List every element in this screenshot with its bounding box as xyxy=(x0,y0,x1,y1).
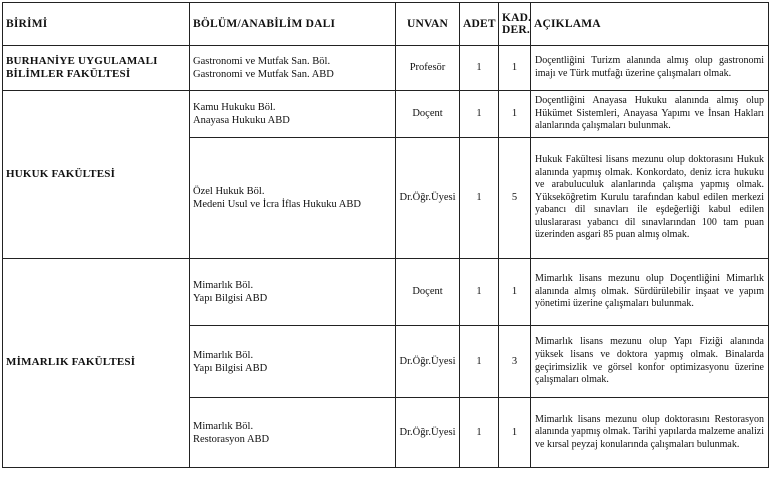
header-kad: KAD. xyxy=(502,12,532,24)
dept-cell xyxy=(190,91,396,138)
dept-cell xyxy=(190,326,396,398)
adet-cell: 1 xyxy=(460,138,499,259)
table-row xyxy=(3,46,769,91)
aciklama-cell: Mimarlık lisans mezunu olup Doçentliğini Mimarlık alanında almış olmak. Sürdürülebilir inşaat ve yapım yönetimi üzerine çalışmaları bulunmak. xyxy=(531,259,769,326)
unvan-cell: Doçent xyxy=(396,259,460,326)
dept-cell xyxy=(190,46,396,91)
abd-name: Anayasa Hukuku ABD xyxy=(193,115,290,126)
kad-der-cell: 5 xyxy=(499,138,531,259)
header-bolum: BÖLÜM/ANABİLİM DALI xyxy=(190,3,396,46)
unvan-cell: Profesör xyxy=(396,46,460,91)
kad-der-cell: 1 xyxy=(499,46,531,91)
kad-der-cell: 1 xyxy=(499,259,531,326)
adet-cell: 1 xyxy=(460,91,499,138)
bolum-name: Mimarlık Böl. xyxy=(193,420,254,432)
positions-table xyxy=(2,2,769,468)
bolum-name: Özel Hukuk Böl. xyxy=(193,186,265,197)
kad-der-cell: 1 xyxy=(499,91,531,138)
bolum-name: Mimarlık Böl. xyxy=(193,349,254,361)
unit-burhaniye: BURHANİYE UYGULAMALI BİLİMLER FAKÜLTESİ xyxy=(3,46,190,91)
bolum-name: Mimarlık Böl. xyxy=(193,280,254,291)
adet-cell: 1 xyxy=(460,398,499,468)
dept-cell xyxy=(190,138,396,259)
unvan-cell: Dr.Öğr.Üyesi xyxy=(396,398,460,468)
adet-cell: 1 xyxy=(460,326,499,398)
aciklama-cell: Doçentliğini Turizm alanında almış olup gastronomi imajı ve Türk mutfağı üzerine çalışmaları olmak. xyxy=(531,46,769,91)
aciklama-cell: Doçentliğini Anayasa Hukuku alanında almış olup Hükümet Sistemleri, Anayasa Yapımı ve İnsan Hakları alanlarında çalışmaları bulunmak. xyxy=(531,91,769,138)
unvan-cell: Doçent xyxy=(396,91,460,138)
table-row xyxy=(3,259,769,326)
unvan-cell: Dr.Öğr.Üyesi xyxy=(396,138,460,259)
adet-cell: 1 xyxy=(460,46,499,91)
header-row xyxy=(3,3,769,46)
aciklama-cell: Hukuk Fakültesi lisans mezunu olup doktorasını Hukuk alanında yapmış olmak. Konkordato, deniz icra hukuku ve arabuluculuk alanlarında çalışma yapmış olmak. Yükseköğretim Kurulu tarafından kabul edilen merkezi yabancı dil sınavları ile eşdeğerliği kabul edilen uluslararası yabancı dil sınavlarından 100 tam puan üzerinden asgari 85 puan almış olmak. xyxy=(531,138,769,259)
header-birimi: BİRİMİ xyxy=(3,3,190,46)
dept-cell xyxy=(190,398,396,468)
dept-cell xyxy=(190,259,396,326)
kad-der-cell: 3 xyxy=(499,326,531,398)
aciklama-cell: Mimarlık lisans mezunu olup Yapı Fiziği alanında yüksek lisans ve doktora yapmış olmak. Binalarda geçirimsizlik ve görsel konfor optimizasyonu üzerine çalışmaları olmak. xyxy=(531,326,769,398)
abd-name: Medeni Usul ve İcra İflas Hukuku ABD xyxy=(193,199,361,210)
abd-name: Yapı Bilgisi ABD xyxy=(193,293,268,304)
bolum-name: Kamu Hukuku Böl. xyxy=(193,102,276,113)
header-unvan: UNVAN xyxy=(396,3,460,46)
abd-name: Gastronomi ve Mutfak San. ABD xyxy=(193,69,334,80)
header-adet: ADET xyxy=(460,3,499,46)
header-der: DER. xyxy=(502,24,530,36)
unit-mimarlik: MİMARLIK FAKÜLTESİ xyxy=(3,259,190,468)
abd-name: Restorasyon ABD xyxy=(193,433,270,445)
unit-hukuk: HUKUK FAKÜLTESİ xyxy=(3,91,190,259)
abd-name: Yapı Bilgisi ABD xyxy=(193,362,268,374)
bolum-name: Gastronomi ve Mutfak San. Böl. xyxy=(193,56,331,67)
kad-der-cell: 1 xyxy=(499,398,531,468)
header-aciklama: AÇIKLAMA xyxy=(531,3,769,46)
adet-cell: 1 xyxy=(460,259,499,326)
aciklama-cell: Mimarlık lisans mezunu olup doktorasını Restorasyon alanında yapmış olmak. Tarihi yapılarda malzeme analizi ve kırsal peyzaj konularında çalışmaları bulunmak. xyxy=(531,398,769,468)
header-kad-der xyxy=(499,3,531,46)
table-row xyxy=(3,91,769,138)
unvan-cell: Dr.Öğr.Üyesi xyxy=(396,326,460,398)
